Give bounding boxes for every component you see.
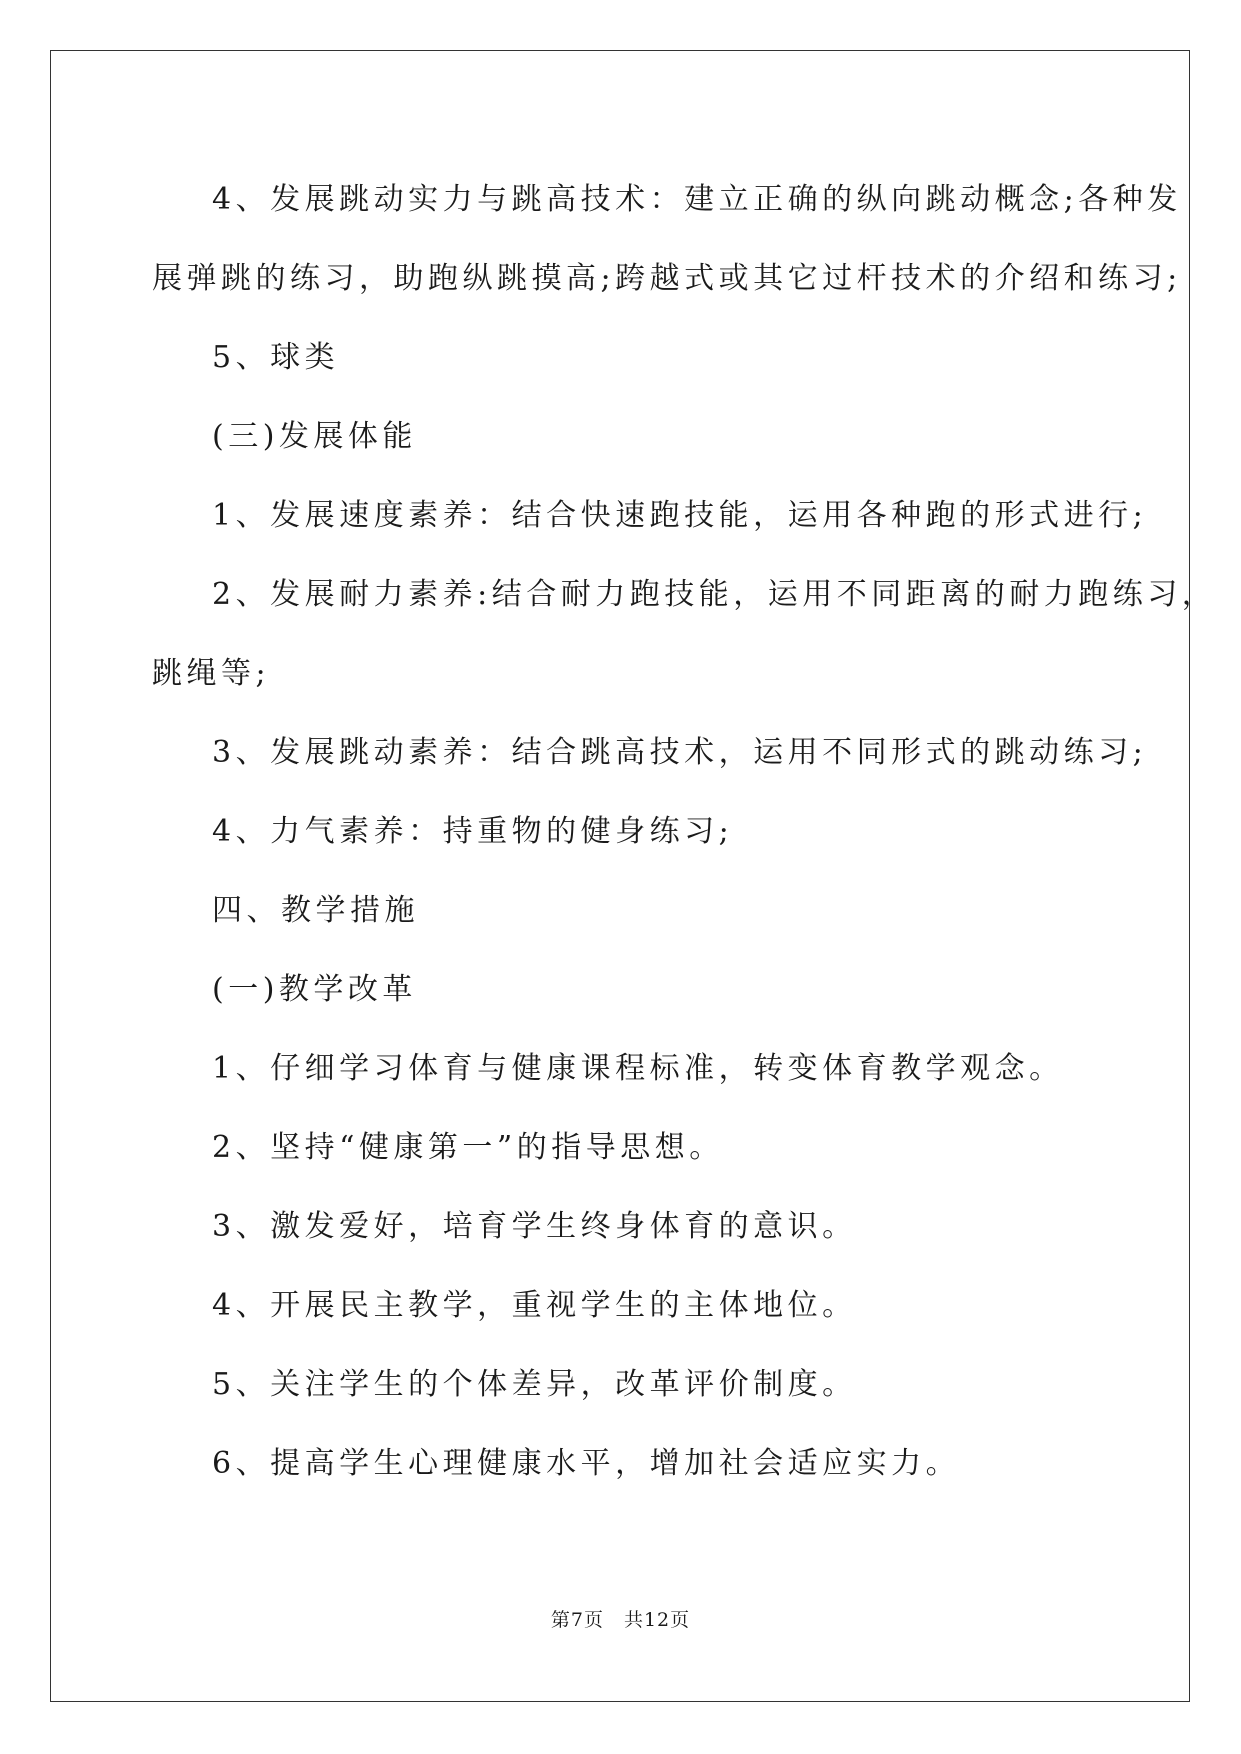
section-heading: 四、教学措施 (212, 893, 419, 928)
paragraph: 2、发展耐力素养:结合耐力跑技能，运用不同距离的耐力跑练习， (212, 577, 1217, 612)
paragraph: 展弹跳的练习，助跑纵跳摸高;跨越式或其它过杆技术的介绍和练习; (152, 261, 1182, 296)
paragraph: 3、发展跳动素养：结合跳高技术，运用不同形式的跳动练习; (212, 735, 1148, 770)
paragraph: 6、提高学生心理健康水平，增加社会适应实力。 (212, 1446, 961, 1481)
paragraph: 1、发展速度素养：结合快速跑技能，运用各种跑的形式进行; (212, 498, 1148, 533)
paragraph: 跳绳等; (152, 656, 271, 691)
paragraph: 5、球类 (212, 340, 340, 375)
paragraph: 1、仔细学习体育与健康课程标准，转变体育教学观念。 (212, 1051, 1064, 1086)
page-total: 共12页 (623, 1609, 691, 1631)
paragraph: 4、力气素养：持重物的健身练习; (212, 814, 734, 849)
paragraph: 5、关注学生的个体差异，改革评价制度。 (212, 1367, 857, 1402)
section-heading: (一)教学改革 (212, 972, 417, 1007)
section-heading: (三)发展体能 (212, 419, 417, 454)
paragraph: 4、开展民主教学，重视学生的主体地位。 (212, 1288, 857, 1323)
paragraph: 4、发展跳动实力与跳高技术：建立正确的纵向跳动概念;各种发 (212, 182, 1182, 217)
page-footer (0, 1605, 1241, 1632)
paragraph: 2、坚持“健康第一”的指导思想。 (212, 1130, 724, 1165)
paragraph: 3、激发爱好，培育学生终身体育的意识。 (212, 1209, 857, 1244)
page-number: 第7页 (550, 1609, 604, 1631)
document-body (152, 160, 1217, 1503)
